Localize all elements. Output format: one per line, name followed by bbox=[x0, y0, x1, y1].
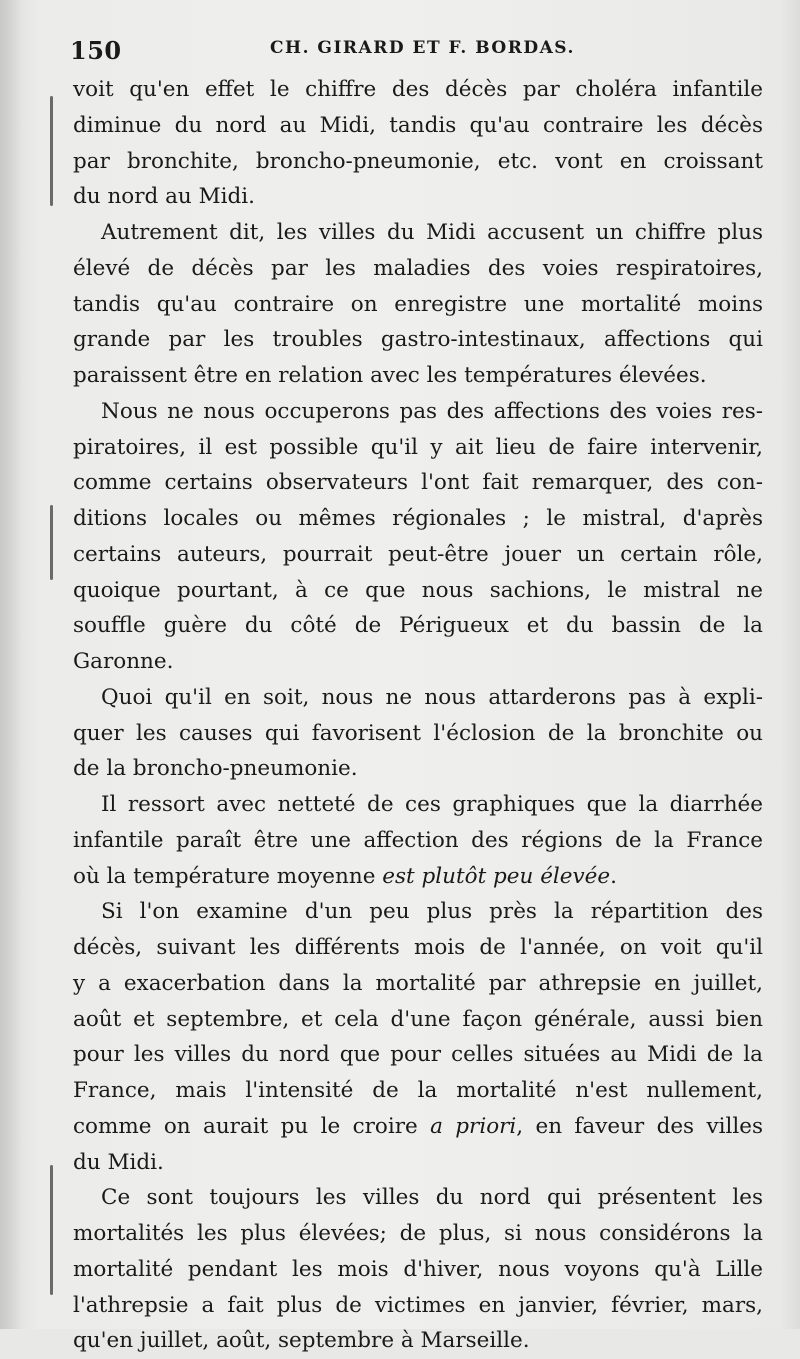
text-line: pour les villes du nord que pour celles situées au Midi de la bbox=[73, 1042, 763, 1068]
text-line: y a exacerbation dans la mortalité par athrepsie en juillet, bbox=[73, 970, 763, 996]
text-line: août et septembre, et cela d'une façon générale, aussi bien bbox=[73, 1006, 763, 1032]
text-line: par bronchite, broncho-pneumonie, etc. vont en croissant bbox=[73, 148, 763, 174]
text-line: paraissent être en relation avec les températures élevées. bbox=[73, 363, 707, 388]
text-line: décès, suivant les différents mois de l'année, on voit qu'il bbox=[73, 935, 763, 960]
text-line: certains auteurs, pourrait peut-être jouer un certain rôle, bbox=[73, 541, 763, 567]
text-line: comme on aurait pu le croire a priori, en faveur des villes bbox=[73, 1113, 763, 1139]
text-line: infantile paraît être une affection des régions de la France bbox=[73, 827, 763, 853]
text-line: Il ressort avec netteté de ces graphiques que la diarrhée bbox=[101, 792, 763, 817]
margin-mark bbox=[50, 96, 53, 206]
text-line: voit qu'en effet le chiffre des décès par choléra infantile bbox=[73, 77, 763, 102]
margin-mark bbox=[50, 505, 53, 580]
text-line: grande par les troubles gastro-intestinaux, affections qui bbox=[73, 327, 763, 353]
text-line: où la température moyenne est plutôt peu élevée. bbox=[73, 863, 617, 889]
paragraph bbox=[73, 787, 763, 894]
paragraph bbox=[73, 894, 763, 1180]
text-line: qu'en juillet, août, septembre à Marseille. bbox=[73, 1328, 530, 1354]
text-line: piratoires, il est possible qu'il y ait lieu de faire intervenir, bbox=[73, 434, 763, 460]
emphasis: est plutôt peu élevée bbox=[382, 863, 611, 889]
text-line: Garonne. bbox=[73, 649, 174, 674]
emphasis: a priori bbox=[430, 1113, 517, 1139]
text-line: du Midi. bbox=[73, 1149, 164, 1175]
text-line: mortalité pendant les mois d'hiver, nous voyons qu'à Lille bbox=[73, 1256, 763, 1282]
running-head: CH. GIRARD ET F. BORDAS. bbox=[270, 38, 575, 58]
text-line: Autrement dit, les villes du Midi accusent un chiffre plus bbox=[101, 220, 763, 245]
page-number: 150 bbox=[70, 36, 122, 65]
text-line: quoique pourtant, à ce que nous sachions, le mistral ne bbox=[73, 577, 763, 603]
body-text bbox=[73, 72, 763, 1359]
margin-mark bbox=[50, 1165, 53, 1295]
text-line: Quoi qu'il en soit, nous ne nous attarderons pas à expli- bbox=[101, 684, 763, 710]
text-line: souffle guère du côté de Périgueux et du bassin de la bbox=[73, 613, 763, 639]
paragraph bbox=[73, 680, 763, 787]
text-line: diminue du nord au Midi, tandis qu'au contraire les décès bbox=[73, 112, 763, 138]
text-line: quer les causes qui favorisent l'éclosion de la bronchite ou bbox=[73, 720, 763, 746]
text-line: élevé de décès par les maladies des voies respiratoires, bbox=[73, 255, 763, 281]
binding-shadow bbox=[0, 0, 22, 1329]
paragraph bbox=[73, 394, 763, 680]
text-line: ditions locales ou mêmes régionales ; le mistral, d'après bbox=[73, 506, 763, 531]
text-line: Nous ne nous occuperons pas des affections des voies res- bbox=[101, 398, 763, 424]
text-line: l'athrepsie a fait plus de victimes en janvier, février, mars, bbox=[73, 1292, 763, 1318]
text-line: Si l'on examine d'un peu plus près la répartition des bbox=[101, 899, 763, 925]
text-line: France, mais l'intensité de la mortalité n'est nullement, bbox=[73, 1078, 763, 1103]
text-line: comme certains observateurs l'ont fait remarquer, des con- bbox=[73, 470, 763, 496]
text-line: du nord au Midi. bbox=[73, 184, 255, 210]
text-line: Ce sont toujours les villes du nord qui présentent les bbox=[101, 1185, 763, 1211]
paragraph bbox=[73, 215, 763, 394]
text-line: mortalités les plus élevées; de plus, si nous considérons la bbox=[73, 1221, 763, 1246]
paragraph bbox=[73, 1180, 763, 1359]
text-line: tandis qu'au contraire on enregistre une mortalité moins bbox=[73, 291, 763, 317]
text-line: de la broncho-pneumonie. bbox=[73, 756, 358, 782]
page-header bbox=[70, 30, 770, 70]
paragraph bbox=[73, 72, 763, 215]
